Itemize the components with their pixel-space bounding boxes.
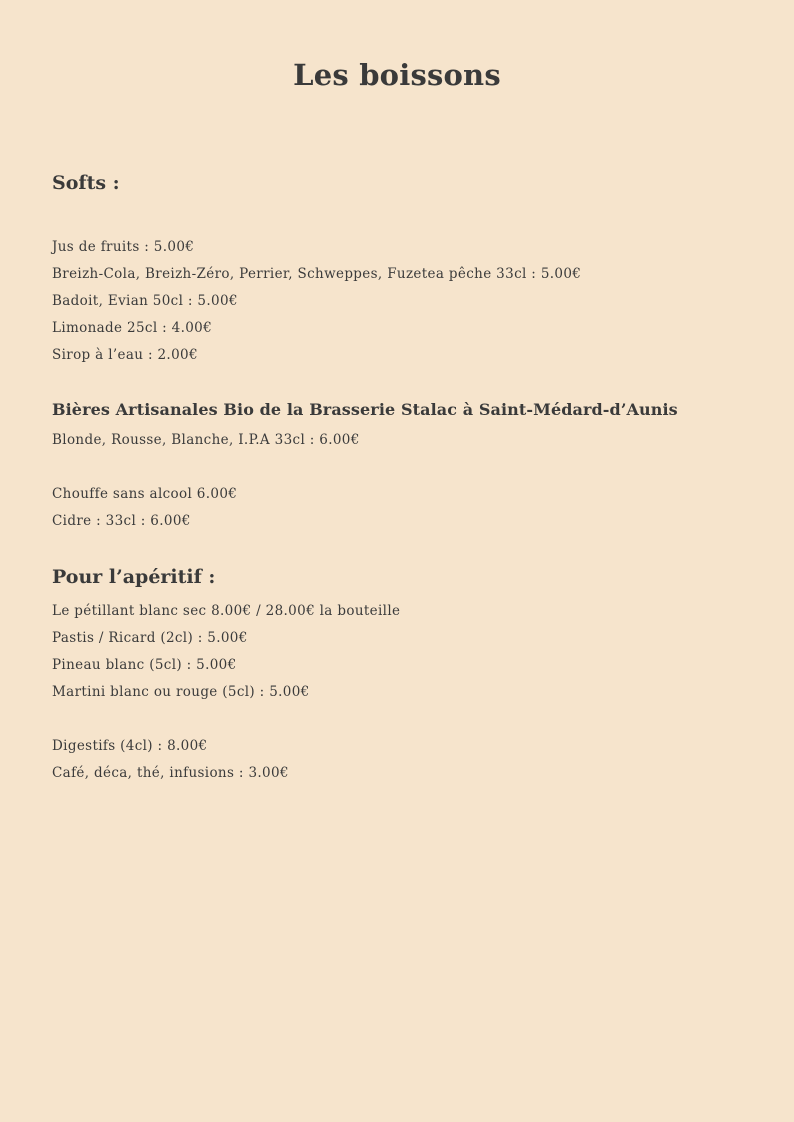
menu-item: Limonade 25cl : 4.00€: [52, 320, 213, 336]
menu-item: Café, déca, thé, infusions : 3.00€: [52, 765, 289, 781]
menu-item: Sirop à l’eau : 2.00€: [52, 347, 198, 363]
menu-item: Pastis / Ricard (2cl) : 5.00€: [52, 630, 248, 646]
menu-item: Le pétillant blanc sec 8.00€ / 28.00€ la bouteille: [52, 603, 401, 619]
menu-item: Badoit, Evian 50cl : 5.00€: [52, 293, 238, 309]
menu-item: Cidre : 33cl : 6.00€: [52, 513, 191, 529]
menu-item: Chouffe sans alcool 6.00€: [52, 486, 238, 502]
section-heading-softs: Softs :: [52, 172, 120, 194]
menu-item: Breizh-Cola, Breizh-Zéro, Perrier, Schweppes, Fuzetea pêche 33cl : 5.00€: [52, 266, 582, 282]
section-heading-aperitif: Pour l’apéritif :: [52, 566, 216, 588]
section-heading-bieres: Bières Artisanales Bio de la Brasserie Stalac à Saint-Médard-d’Aunis: [52, 400, 678, 419]
menu-item: Pineau blanc (5cl) : 5.00€: [52, 657, 237, 673]
page-title: Les boissons: [293, 58, 501, 92]
menu-item: Digestifs (4cl) : 8.00€: [52, 738, 208, 754]
menu-item: Jus de fruits : 5.00€: [52, 239, 195, 255]
menu-item: Blonde, Rousse, Blanche, I.P.A 33cl : 6.00€: [52, 432, 360, 448]
menu-item: Martini blanc ou rouge (5cl) : 5.00€: [52, 684, 310, 700]
